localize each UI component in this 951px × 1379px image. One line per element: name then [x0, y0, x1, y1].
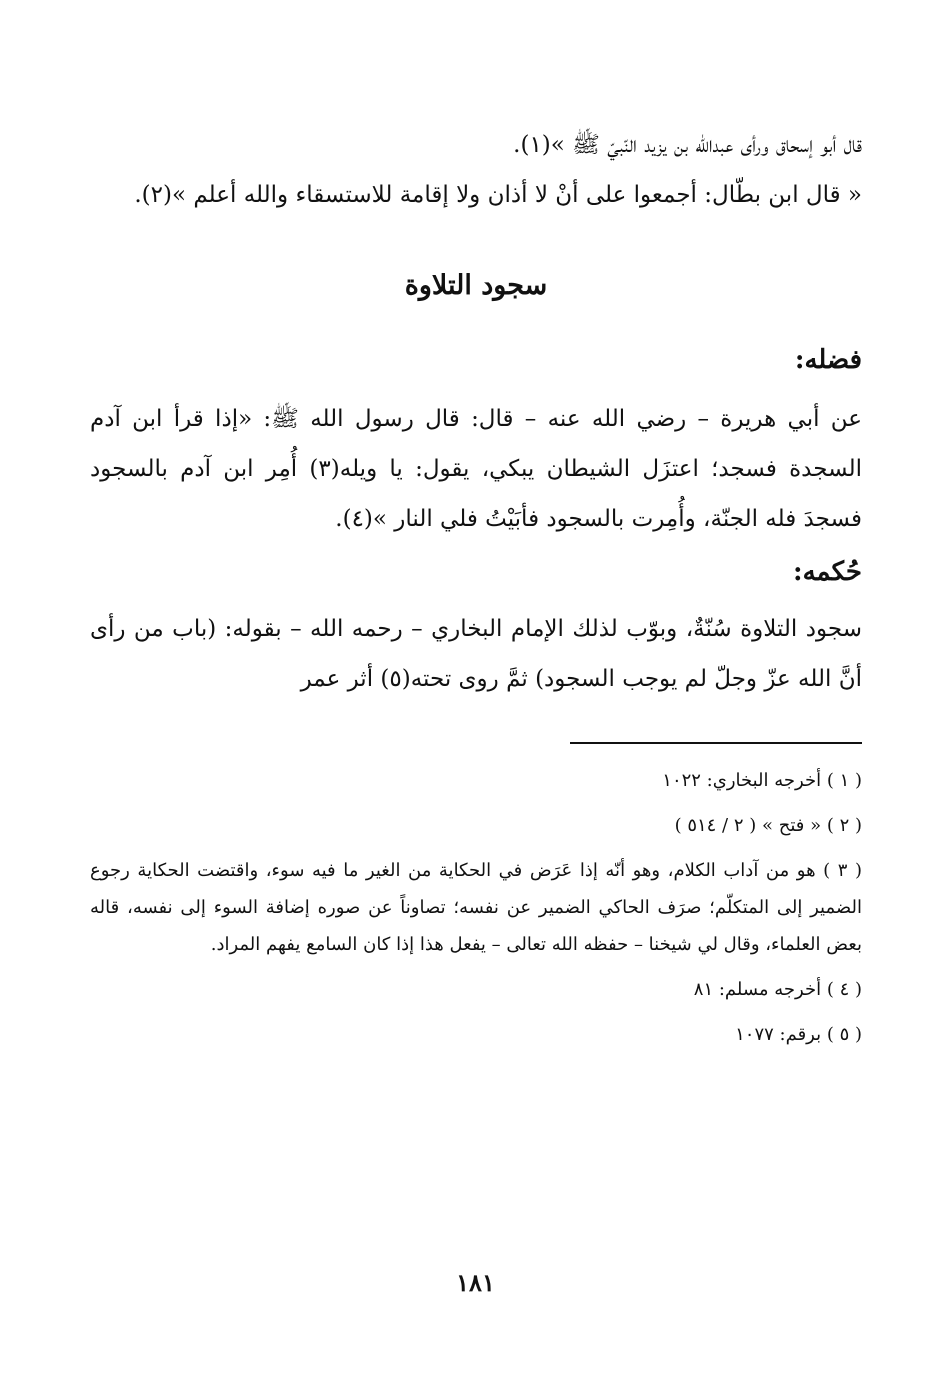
subheading-ruling: حُكمه:: [793, 557, 862, 587]
subheading-virtue: فضله:: [794, 345, 862, 375]
paragraph-ibn-battal: « قال ابن بطّال: أجمعوا على أنْ لا أذان ولا إقامة للاستسقاء والله أعلم »(٢).: [134, 182, 862, 208]
page-number: ١٨١: [456, 1268, 495, 1297]
footnote-1: ( ١ ) أخرجه البخاري: ١٠٢٢: [662, 770, 862, 791]
footnote-divider: [570, 742, 862, 744]
footnote-5: ( ٥ ) برقم: ١٠٧٧: [735, 1024, 862, 1045]
paragraph-ruling: سجود التلاوة سُنّةٌ، وبوّب لذلك الإمام البخاري – رحمه الله – بقوله: (باب من رأى أنَّ الله عزّ وجلّ لم يوجب السجود) ثمَّ روى تحته(٥) أثر عمر: [90, 616, 862, 692]
paragraph-abu-ishaq: قال أبو إسحاق ورأى عبدالله بن يزيد النّبيّ ﷺ »(١).: [513, 132, 862, 158]
page-content: [90, 120, 862, 1061]
paragraph-hadith: عن أبي هريرة – رضي الله عنه – قال: قال رسول الله ﷺ: «إذا قرأ ابن آدم السجدة فسجد؛ اعتزَل الشيطان يبكي، يقول: يا ويله(٣) أُمِر ابن آدم بالسجود فسجدَ فله الجنّة، وأُمِرت بالسجود فأبَيْتُ فلي النار »(٤).: [90, 406, 862, 532]
section-title: سجود التلاوة: [404, 270, 548, 301]
footnote-2: ( ٢ ) « فتح » ( ٢ / ٥١٤ ): [674, 815, 862, 836]
footnote-4: ( ٤ ) أخرجه مسلم: ٨١: [693, 979, 862, 1000]
footnotes: [90, 762, 862, 1053]
footnote-3: ( ٣ ) هو من آداب الكلام، وهو أنّه إذا عَرَض في الحكاية من الغير ما فيه سوء، واقتضت الحكاية رجوع الضمير إلى المتكلّم؛ صرَف الحاكي الضمير عن نفسه؛ تصاوناً عن صوره إضافة السوء إلى نفسه، قاله بعض العلماء، وقال لي شيخنا – حفظه الله تعالى – يفعل هذا إذا كان السامع يفهم المراد.: [90, 860, 863, 955]
